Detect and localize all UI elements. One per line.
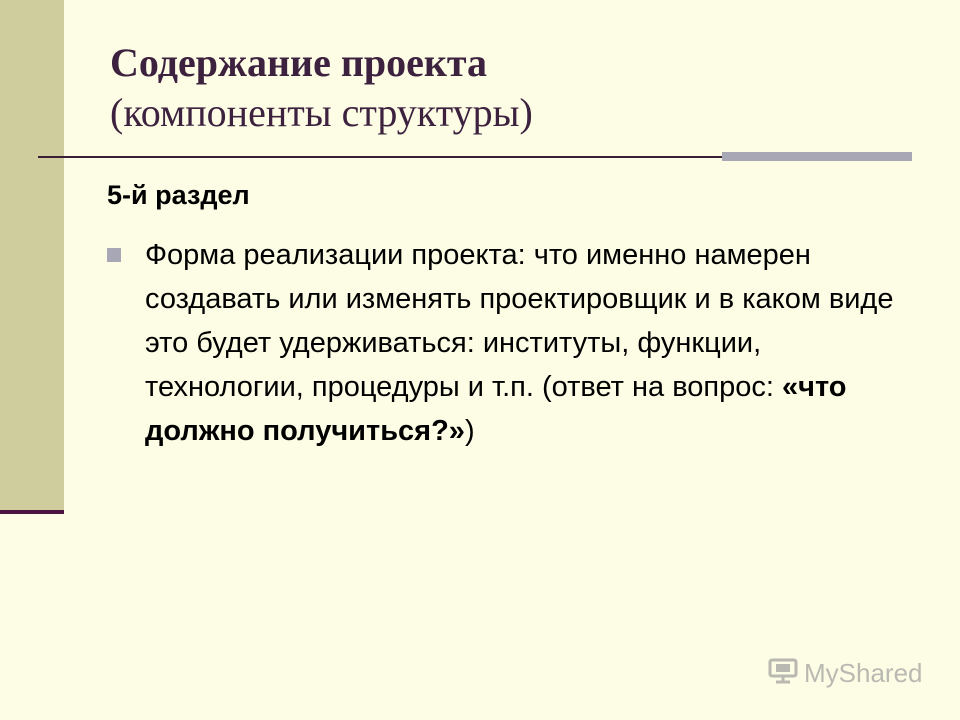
watermark (768, 655, 928, 691)
slide-title (110, 38, 910, 138)
watermark-logo-text: MyShared (804, 657, 923, 688)
presentation-icon (768, 656, 798, 691)
title-subtitle: (компоненты структуры) (110, 90, 533, 135)
title-divider (38, 156, 723, 158)
decorative-left-line (0, 510, 64, 514)
bullet-text-main: Форма реализации проекта: что именно намерен создавать или изменять проектировщик и в каком виде это будет удерживаться: институты, функции, технологии, процедуры и т.п. (ответ на вопрос: (145, 239, 894, 403)
section-heading: 5-й раздел (107, 180, 250, 210)
decorative-left-band (0, 0, 64, 510)
title-accent-bar (722, 152, 912, 161)
bullet-text-end: ) (464, 415, 475, 447)
title-main: Содержание проекта (110, 40, 488, 85)
bullet-text (145, 233, 905, 453)
bullet-square-icon (107, 248, 121, 262)
bullet-emphasis: «что должно получиться?» (145, 371, 847, 447)
